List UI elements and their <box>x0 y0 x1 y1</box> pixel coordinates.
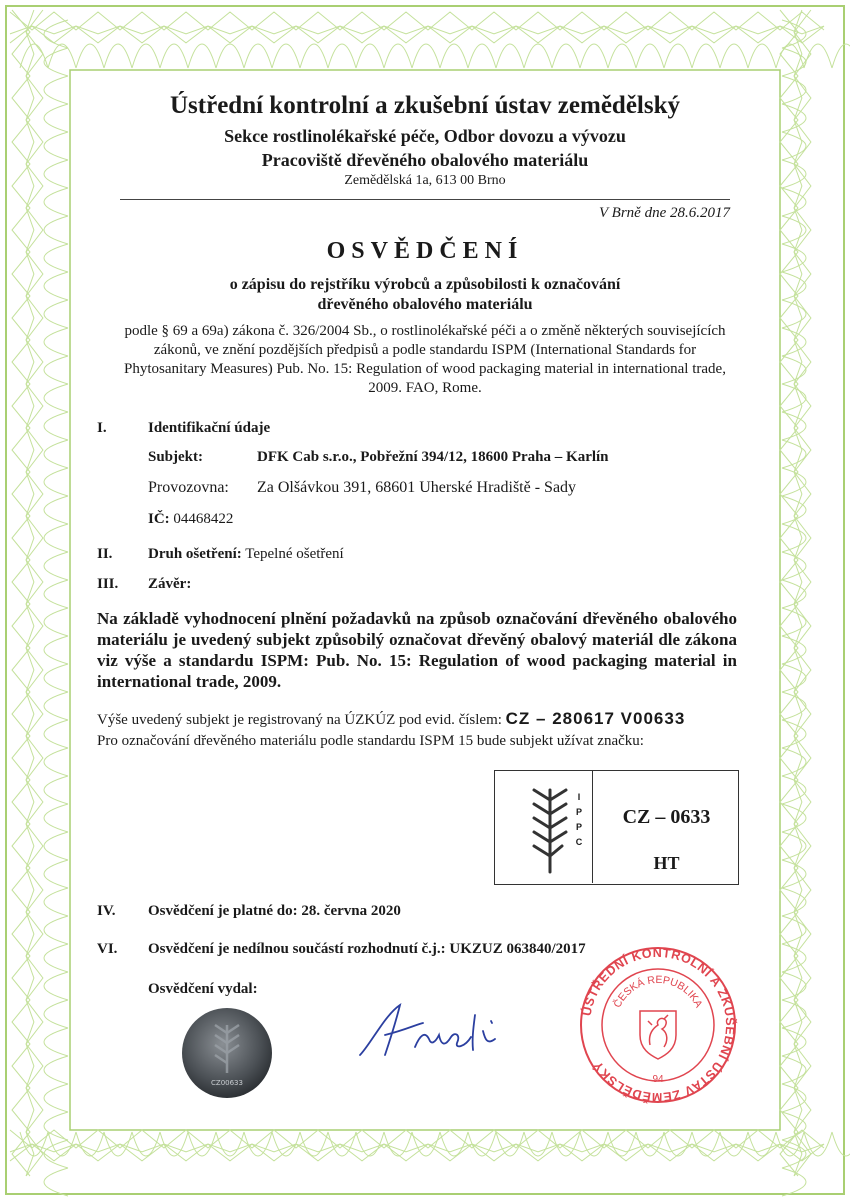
section-4-number: IV. <box>97 903 116 919</box>
stamp-outer-text: ÚSTŘEDNÍ KONTROLNÍ A ZKUŠEBNÍ ÚSTAV ZEMĚDĚLSKÝ <box>579 945 738 1105</box>
institute-name: Ústřední kontrolní a zkušební ústav zemědělský <box>169 92 680 119</box>
mark-usage-text: Pro označování dřevěného materiálu podle standardu ISPM 15 bude subjekt užívat značku: <box>97 733 644 749</box>
document-subtitle-line2: dřevěného obalového materiálu <box>317 296 533 313</box>
ico-row <box>148 511 233 528</box>
subject-label: Subjekt: <box>148 449 204 465</box>
institute-address: Zemědělská 1a, 613 00 Brno <box>344 173 506 188</box>
section-name: Sekce rostlinolékařské péče, Odbor dovozu a vývozu <box>224 126 626 146</box>
document-subtitle-line1: o zápisu do rejstříku výrobců a způsobilosti k označování <box>229 276 621 293</box>
header-divider <box>120 199 730 200</box>
treatment-row <box>148 546 344 563</box>
validity-text: Osvědčení je platné do: 28. června 2020 <box>148 903 401 919</box>
stamp-number: 94 <box>652 1074 664 1085</box>
section-3-number: III. <box>97 576 119 592</box>
treatment-label: Druh ošetření: <box>148 546 242 562</box>
registration-number: CZ – 280617 V00633 <box>505 709 686 728</box>
ippc-letter-c: C <box>575 837 583 847</box>
legal-basis: podle § 69 a 69a) zákona č. 326/2004 Sb., o rostlinolékařské péči a o změně některých souvisejících zákonů, ve znění pozdějších předpisů a podle standardu ISPM (International Standards for Phytosanitary Measures) Pub. No. 15: Regulation of wood packaging material in international trade, 2009. FAO, Rome. <box>124 323 726 396</box>
ippc-wheat-icon <box>520 782 580 877</box>
mark-treatment: HT <box>653 853 680 873</box>
conclusion-label: Závěr: <box>148 576 192 592</box>
document-title: OSVĚDČENÍ <box>326 238 524 264</box>
registration-text: Výše uvedený subjekt je registrovaný na ÚZKÚZ pod evid. číslem: <box>97 712 502 728</box>
conclusion-paragraph: Na základě vyhodnocení plnění požadavků na způsob označování dřevěného obalového materiálu je uvedený subjekt způsobilý označovat dřevěný obalový materiál dle zákona viz výše a standardu ISPM: Pub. No. 15: Regulation of wood packaging material in international trade, 2009. <box>97 609 737 691</box>
official-stamp <box>578 945 738 1105</box>
ippc-letter-p2: P <box>575 822 582 832</box>
section-1-number: I. <box>97 420 107 436</box>
subject-value: DFK Cab s.r.o., Pobřežní 394/12, 18600 Praha – Karlín <box>257 449 609 465</box>
signature <box>345 995 545 1065</box>
hologram-code: CZ00633 <box>211 1079 243 1087</box>
facility-value: Za Olšávkou 391, 68601 Uherské Hradiště - Sady <box>257 479 577 496</box>
czech-lion-emblem <box>640 1011 676 1059</box>
registration-block <box>97 708 747 752</box>
ippc-letter-i: I <box>577 792 581 802</box>
ico-label: IČ: <box>148 511 170 527</box>
treatment-value: Tepelné ošetření <box>245 546 344 562</box>
ico-value: 04468422 <box>173 511 234 527</box>
issued-by-label: Osvědčení vydal: <box>148 981 258 997</box>
ippc-mark-divider <box>592 770 593 883</box>
ippc-letters <box>573 790 585 850</box>
section-6-number: VI. <box>97 941 118 957</box>
ippc-letter-p1: P <box>575 807 582 817</box>
section-2-number: II. <box>97 546 113 562</box>
stamp-country-text: ČESKÁ REPUBLIKA <box>611 973 705 1010</box>
facility-label: Provozovna: <box>148 479 229 496</box>
hologram-seal <box>181 1007 273 1099</box>
mark-code: CZ – 0633 <box>622 806 711 828</box>
issue-date: V Brně dne 28.6.2017 <box>599 205 730 221</box>
workplace-name: Pracoviště dřevěného obalového materiálu <box>261 150 589 170</box>
decision-reference: Osvědčení je nedílnou součástí rozhodnutí č.j.: UKZUZ 063840/2017 <box>148 941 586 957</box>
section-1-heading: Identifikační údaje <box>148 420 271 436</box>
